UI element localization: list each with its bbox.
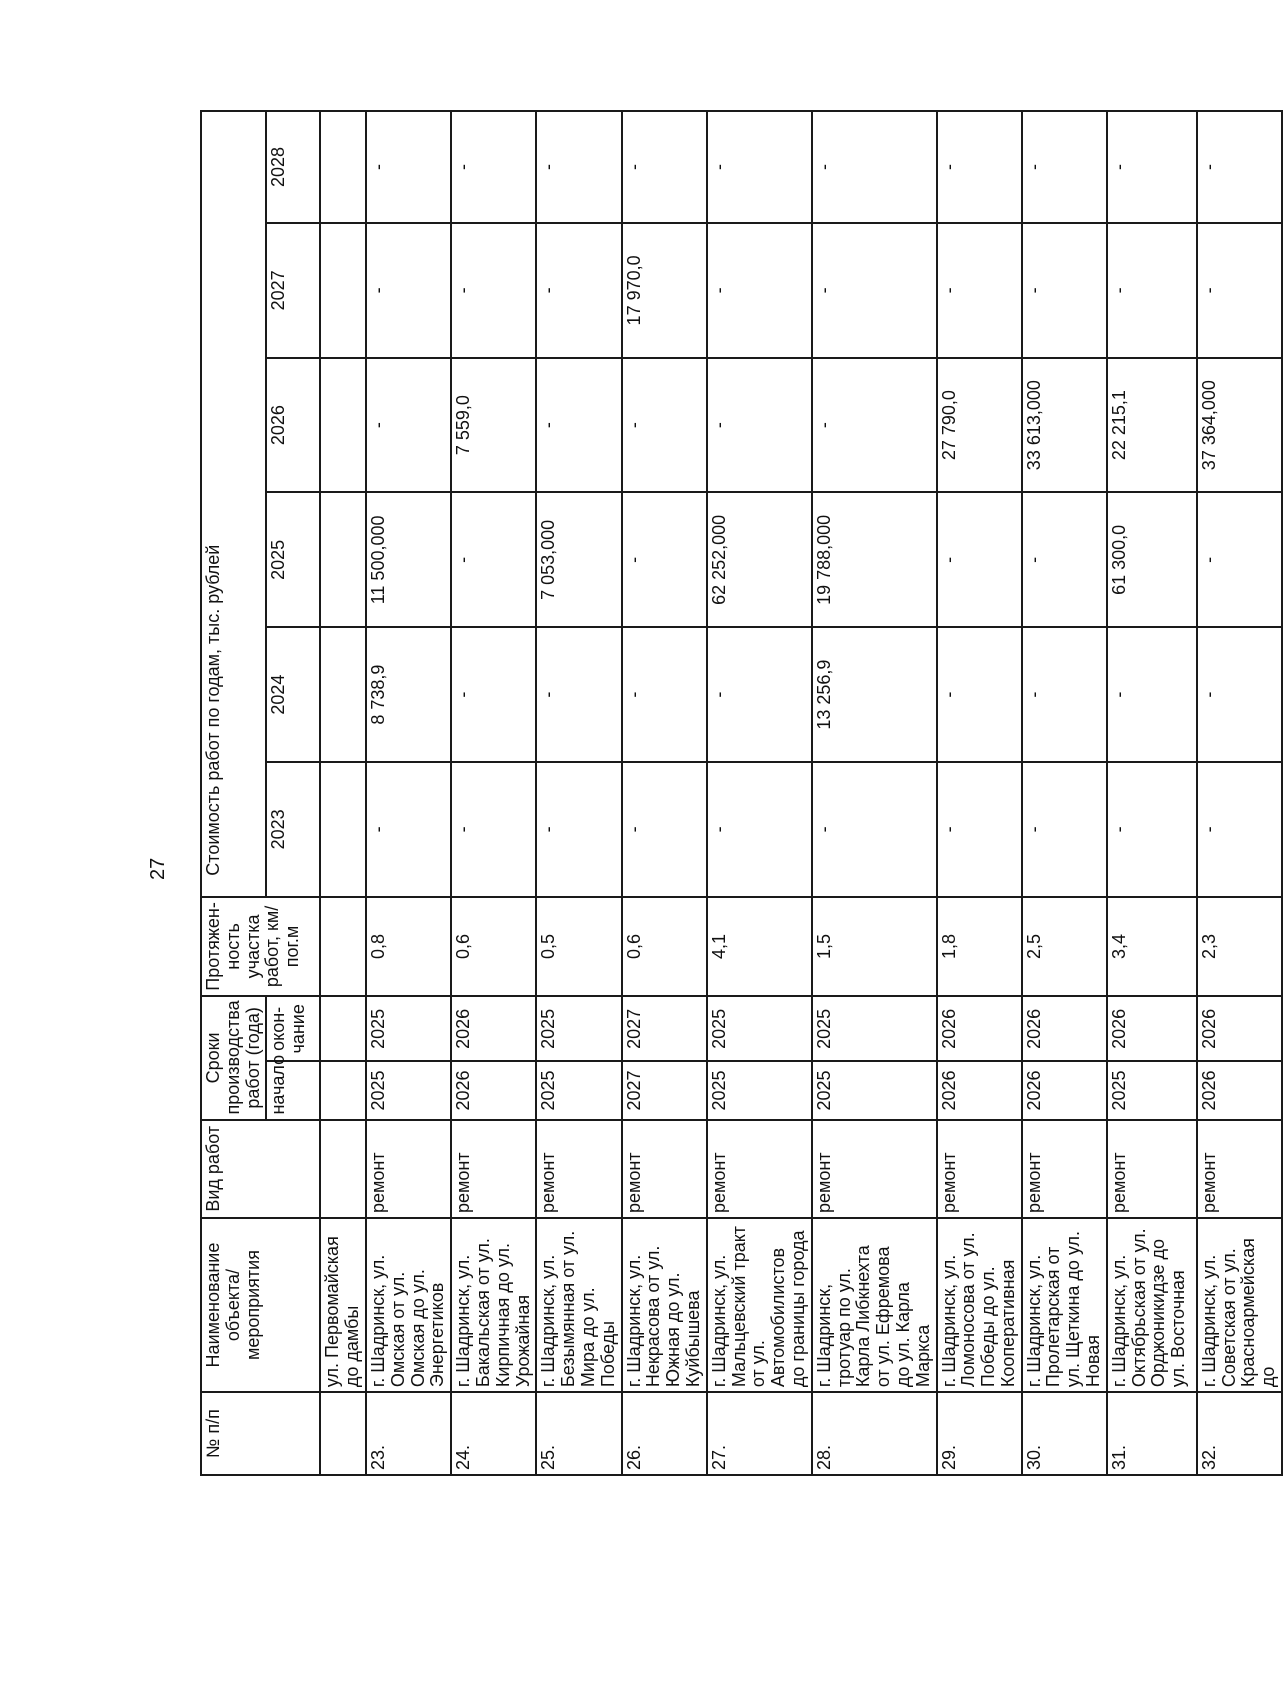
cell-start: 2025 (536, 1062, 621, 1120)
cell-name: г. Шадринск, ул. Некрасова от ул. Южная до ул. Куйбышева (622, 1218, 707, 1392)
table-row (937, 111, 1022, 1475)
header-name: Наименование объекта/ мероприятия (201, 1218, 320, 1392)
header-number: № п/п (201, 1392, 320, 1475)
cell-2026: 22 215,1 (1107, 358, 1197, 493)
cell-length: 3,4 (1107, 897, 1197, 996)
cell-length: 0,8 (366, 897, 451, 996)
cell-end: 2025 (707, 996, 812, 1061)
cell-name: г. Шадринск, тротуар по ул. Карла Либкнехта от ул. Ефремова до ул. Карла Маркса (812, 1218, 937, 1392)
cell-2027: - (707, 223, 812, 358)
cell-2023: - (1197, 762, 1282, 897)
cell-number: 23. (366, 1392, 451, 1475)
cell-2026: 27 790,0 (937, 358, 1022, 493)
table-row (1022, 111, 1107, 1475)
cell-2024: - (707, 627, 812, 762)
cell-2024: - (451, 627, 536, 762)
header-cost-by-year: Стоимость работ по годам, тыс. рублей (201, 111, 266, 897)
cell-work-type: ремонт (1197, 1120, 1282, 1218)
cell-2025: - (1197, 493, 1282, 628)
header-end: окон-чание (266, 996, 320, 1061)
cell-start: 2026 (1197, 1062, 1282, 1120)
header-start: начало (266, 1062, 320, 1120)
cell-name: г. Шадринск, ул. Советская от ул. Красноармейская до (1197, 1218, 1282, 1392)
cell-2028: - (1022, 111, 1107, 223)
cell-2028: - (707, 111, 812, 223)
cell-2026: - (622, 358, 707, 493)
cell-name: г. Шадринск, ул. Пролетарская от ул. Щеткина до ул. Новая (1022, 1218, 1107, 1392)
cell-2024: - (937, 627, 1022, 762)
cell-name: г. Шадринск, ул. Октябрьская от ул. Орджоникидзе до ул. Восточная (1107, 1218, 1197, 1392)
cell-start: 2027 (622, 1062, 707, 1120)
header-year-2025: 2025 (266, 493, 320, 628)
cell-2025: 62 252,000 (707, 493, 812, 628)
cell-end: 2026 (937, 996, 1022, 1061)
table-row (1197, 111, 1282, 1475)
cell-work-type: ремонт (1107, 1120, 1197, 1218)
cell-2025: 7 053,000 (536, 493, 621, 628)
cell-end: 2026 (1022, 996, 1107, 1061)
cell-length: 0,5 (536, 897, 621, 996)
cell-start (320, 1062, 366, 1120)
table-header (201, 111, 320, 1475)
cell-length: 1,8 (937, 897, 1022, 996)
cell-start: 2025 (707, 1062, 812, 1120)
cell-end: 2025 (536, 996, 621, 1061)
header-year-2026: 2026 (266, 358, 320, 493)
cell-2028: - (622, 111, 707, 223)
cell-name: г. Шадринск, ул. Ломоносова от ул. Победы до ул. Кооперативная (937, 1218, 1022, 1392)
cell-2028: - (1107, 111, 1197, 223)
cell-2027: - (937, 223, 1022, 358)
cell-length: 1,5 (812, 897, 937, 996)
cell-2028: - (1197, 111, 1282, 223)
table-row-continuation (320, 111, 366, 1475)
cell-2026: 7 559,0 (451, 358, 536, 493)
cell-length: 4,1 (707, 897, 812, 996)
cell-2023: - (622, 762, 707, 897)
cell-name: ул. Первомайская до дамбы (320, 1218, 366, 1392)
cell-number: 29. (937, 1392, 1022, 1475)
cell-name: г. Шадринск, ул. Бакальская от ул. Кирпичная до ул. Урожайная (451, 1218, 536, 1392)
cell-2026: - (366, 358, 451, 493)
cell-work-type: ремонт (451, 1120, 536, 1218)
cell-start: 2026 (451, 1062, 536, 1120)
cell-start: 2025 (812, 1062, 937, 1120)
header-work-type: Вид работ (201, 1120, 320, 1218)
cell-2024 (320, 627, 366, 762)
header-year-2028: 2028 (266, 111, 320, 223)
cell-work-type: ремонт (812, 1120, 937, 1218)
cell-number (320, 1392, 366, 1475)
cell-number: 25. (536, 1392, 621, 1475)
cell-name: г. Шадринск, ул. Омская от ул. Омская до ул. Энергетиков (366, 1218, 451, 1392)
cell-2026: - (707, 358, 812, 493)
cell-2028 (320, 111, 366, 223)
cell-name: г. Шадринск, ул. Безымянная от ул. Мира до ул. Победы (536, 1218, 621, 1392)
table-body (320, 111, 1282, 1475)
header-year-2027: 2027 (266, 223, 320, 358)
cell-2024: - (1197, 627, 1282, 762)
cell-number: 24. (451, 1392, 536, 1475)
header-year-2023: 2023 (266, 762, 320, 897)
cell-2028: - (451, 111, 536, 223)
cell-2027: - (812, 223, 937, 358)
cell-length (320, 897, 366, 996)
cell-2027: - (1197, 223, 1282, 358)
cell-end: 2027 (622, 996, 707, 1061)
cell-2023: - (536, 762, 621, 897)
cell-work-type: ремонт (366, 1120, 451, 1218)
cell-2024: 8 738,9 (366, 627, 451, 762)
cell-2023: - (1022, 762, 1107, 897)
cell-work-type (320, 1120, 366, 1218)
cell-2023 (320, 762, 366, 897)
cell-2023: - (937, 762, 1022, 897)
cell-name: г. Шадринск, ул. Мальцевский тракт от ул. Автомобилистов до границы города (707, 1218, 812, 1392)
cell-start: 2026 (1022, 1062, 1107, 1120)
cell-2025: - (1022, 493, 1107, 628)
cell-2027 (320, 223, 366, 358)
cell-work-type: ремонт (1022, 1120, 1107, 1218)
cell-length: 2,3 (1197, 897, 1282, 996)
cell-2026: 33 613,000 (1022, 358, 1107, 493)
cell-2025: - (622, 493, 707, 628)
cell-2025: 61 300,0 (1107, 493, 1197, 628)
cell-2024: - (536, 627, 621, 762)
header-year-2024: 2024 (266, 627, 320, 762)
table-row (707, 111, 812, 1475)
cell-end (320, 996, 366, 1061)
cell-end: 2026 (451, 996, 536, 1061)
cell-number: 27. (707, 1392, 812, 1475)
cell-2028: - (366, 111, 451, 223)
cell-2028: - (536, 111, 621, 223)
cell-number: 30. (1022, 1392, 1107, 1475)
table-row (366, 111, 451, 1475)
table-row (451, 111, 536, 1475)
cell-2023: - (451, 762, 536, 897)
table-row (1107, 111, 1197, 1475)
cell-work-type: ремонт (707, 1120, 812, 1218)
cell-2025 (320, 493, 366, 628)
cell-2026: - (536, 358, 621, 493)
cell-end: 2025 (812, 996, 937, 1061)
header-work-period: Сроки производства работ (года) (201, 996, 266, 1119)
cell-number: 32. (1197, 1392, 1282, 1475)
cell-length: 0,6 (451, 897, 536, 996)
cell-2027: - (536, 223, 621, 358)
cell-2023: - (707, 762, 812, 897)
cell-start: 2025 (366, 1062, 451, 1120)
cell-number: 28. (812, 1392, 937, 1475)
page-number: 27 (147, 857, 169, 880)
cell-2025: - (451, 493, 536, 628)
cell-2024: 13 256,9 (812, 627, 937, 762)
cell-2027: - (366, 223, 451, 358)
cell-2028: - (812, 111, 937, 223)
header-length: Протяжен-ность участка работ, км/ пог.м (201, 897, 320, 996)
cell-2024: - (1022, 627, 1107, 762)
cell-number: 31. (1107, 1392, 1197, 1475)
cell-2027: - (451, 223, 536, 358)
table-row (812, 111, 937, 1475)
cell-2023: - (1107, 762, 1197, 897)
cell-start: 2026 (937, 1062, 1022, 1120)
cell-work-type: ремонт (536, 1120, 621, 1218)
cell-2025: 11 500,000 (366, 493, 451, 628)
table-row (622, 111, 707, 1475)
cell-2028: - (937, 111, 1022, 223)
cell-2024: - (1107, 627, 1197, 762)
cell-2025: 19 788,000 (812, 493, 937, 628)
cell-2025: - (937, 493, 1022, 628)
cell-end: 2025 (366, 996, 451, 1061)
cell-2026 (320, 358, 366, 493)
cell-start: 2025 (1107, 1062, 1197, 1120)
cell-work-type: ремонт (937, 1120, 1022, 1218)
rotated-table-wrapper (200, 110, 1279, 1476)
cell-2027: - (1022, 223, 1107, 358)
cell-2026: - (812, 358, 937, 493)
cell-2027: 17 970,0 (622, 223, 707, 358)
cell-2027: - (1107, 223, 1197, 358)
cell-end: 2026 (1107, 996, 1197, 1061)
cell-2026: 37 364,000 (1197, 358, 1282, 493)
table-row (536, 111, 621, 1475)
cell-number: 26. (622, 1392, 707, 1475)
cell-length: 0,6 (622, 897, 707, 996)
road-works-table (200, 110, 1283, 1476)
cell-length: 2,5 (1022, 897, 1107, 996)
cell-2023: - (812, 762, 937, 897)
cell-2023: - (366, 762, 451, 897)
cell-work-type: ремонт (622, 1120, 707, 1218)
cell-2024: - (622, 627, 707, 762)
cell-end: 2026 (1197, 996, 1282, 1061)
